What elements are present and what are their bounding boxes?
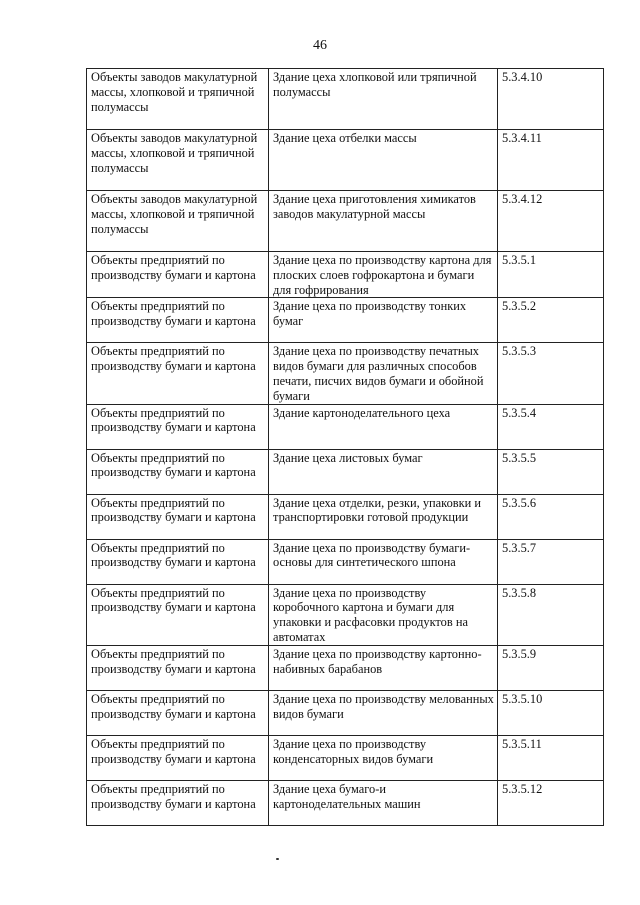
table-row (87, 404, 604, 449)
table-row (87, 191, 604, 252)
table-row (87, 690, 604, 735)
table-row (87, 130, 604, 191)
object-cell: Объекты предприятий по производству бумаги и картона (87, 584, 269, 645)
object-cell: Объекты предприятий по производству бумаги и картона (87, 494, 269, 539)
code-cell: 5.3.5.6 (498, 494, 604, 539)
object-cell: Объекты предприятий по производству бумаги и картона (87, 404, 269, 449)
code-cell: 5.3.5.8 (498, 584, 604, 645)
table-row (87, 780, 604, 825)
table-row (87, 494, 604, 539)
object-cell: Объекты предприятий по производству бумаги и картона (87, 735, 269, 780)
table-row (87, 298, 604, 343)
code-cell: 5.3.4.11 (498, 130, 604, 191)
code-cell: 5.3.5.3 (498, 343, 604, 404)
object-cell: Объекты предприятий по производству бумаги и картона (87, 645, 269, 690)
building-cell: Здание цеха по производству конденсаторных видов бумаги (269, 735, 498, 780)
building-cell: Здание цеха приготовления химикатов заводов макулатурной массы (269, 191, 498, 252)
building-cell: Здание цеха по производству картона для плоских слоев гофрокартона и бумаги для гофрирования (269, 252, 498, 298)
object-cell: Объекты предприятий по производству бумаги и картона (87, 690, 269, 735)
building-cell: Здание картоноделательного цеха (269, 404, 498, 449)
code-cell: 5.3.5.7 (498, 539, 604, 584)
code-cell: 5.3.5.2 (498, 298, 604, 343)
object-cell: Объекты предприятий по производству бумаги и картона (87, 780, 269, 825)
object-cell: Объекты предприятий по производству бумаги и картона (87, 343, 269, 404)
table-row (87, 645, 604, 690)
object-cell: Объекты заводов макулатурной массы, хлопковой и тряпичной полумассы (87, 69, 269, 130)
table-row (87, 343, 604, 404)
scan-mark (276, 858, 279, 860)
code-cell: 5.3.5.10 (498, 690, 604, 735)
building-cell: Здание цеха по производству тонких бумаг (269, 298, 498, 343)
building-cell: Здание цеха по производству картонно-набивных барабанов (269, 645, 498, 690)
building-cell: Здание цеха бумаго-и картоноделательных машин (269, 780, 498, 825)
table-row (87, 252, 604, 298)
building-cell: Здание цеха листовых бумаг (269, 449, 498, 494)
code-cell: 5.3.4.12 (498, 191, 604, 252)
code-cell: 5.3.4.10 (498, 69, 604, 130)
table-row (87, 539, 604, 584)
building-cell: Здание цеха по производству мелованных видов бумаги (269, 690, 498, 735)
object-cell: Объекты предприятий по производству бумаги и картона (87, 298, 269, 343)
building-cell: Здание цеха по производству печатных видов бумаги для различных способов печати, писчих видов бумаги и обойной бумаги (269, 343, 498, 404)
document-table (86, 68, 604, 826)
code-cell: 5.3.5.12 (498, 780, 604, 825)
building-cell: Здание цеха по производству коробочного картона и бумаги для упаковки и расфасовки продуктов на автоматах (269, 584, 498, 645)
object-cell: Объекты предприятий по производству бумаги и картона (87, 449, 269, 494)
object-cell: Объекты заводов макулатурной массы, хлопковой и тряпичной полумассы (87, 130, 269, 191)
building-cell: Здание цеха отделки, резки, упаковки и транспортировки готовой продукции (269, 494, 498, 539)
code-cell: 5.3.5.5 (498, 449, 604, 494)
table-row (87, 449, 604, 494)
building-cell: Здание цеха отбелки массы (269, 130, 498, 191)
object-cell: Объекты предприятий по производству бумаги и картона (87, 252, 269, 298)
code-cell: 5.3.5.4 (498, 404, 604, 449)
table-row (87, 69, 604, 130)
page-number: 46 (313, 38, 327, 53)
table-row (87, 584, 604, 645)
code-cell: 5.3.5.1 (498, 252, 604, 298)
object-cell: Объекты предприятий по производству бумаги и картона (87, 539, 269, 584)
object-cell: Объекты заводов макулатурной массы, хлопковой и тряпичной полумассы (87, 191, 269, 252)
code-cell: 5.3.5.9 (498, 645, 604, 690)
table-row (87, 735, 604, 780)
building-cell: Здание цеха хлопковой или тряпичной полумассы (269, 69, 498, 130)
building-cell: Здание цеха по производству бумаги-основы для синтетического шпона (269, 539, 498, 584)
code-cell: 5.3.5.11 (498, 735, 604, 780)
